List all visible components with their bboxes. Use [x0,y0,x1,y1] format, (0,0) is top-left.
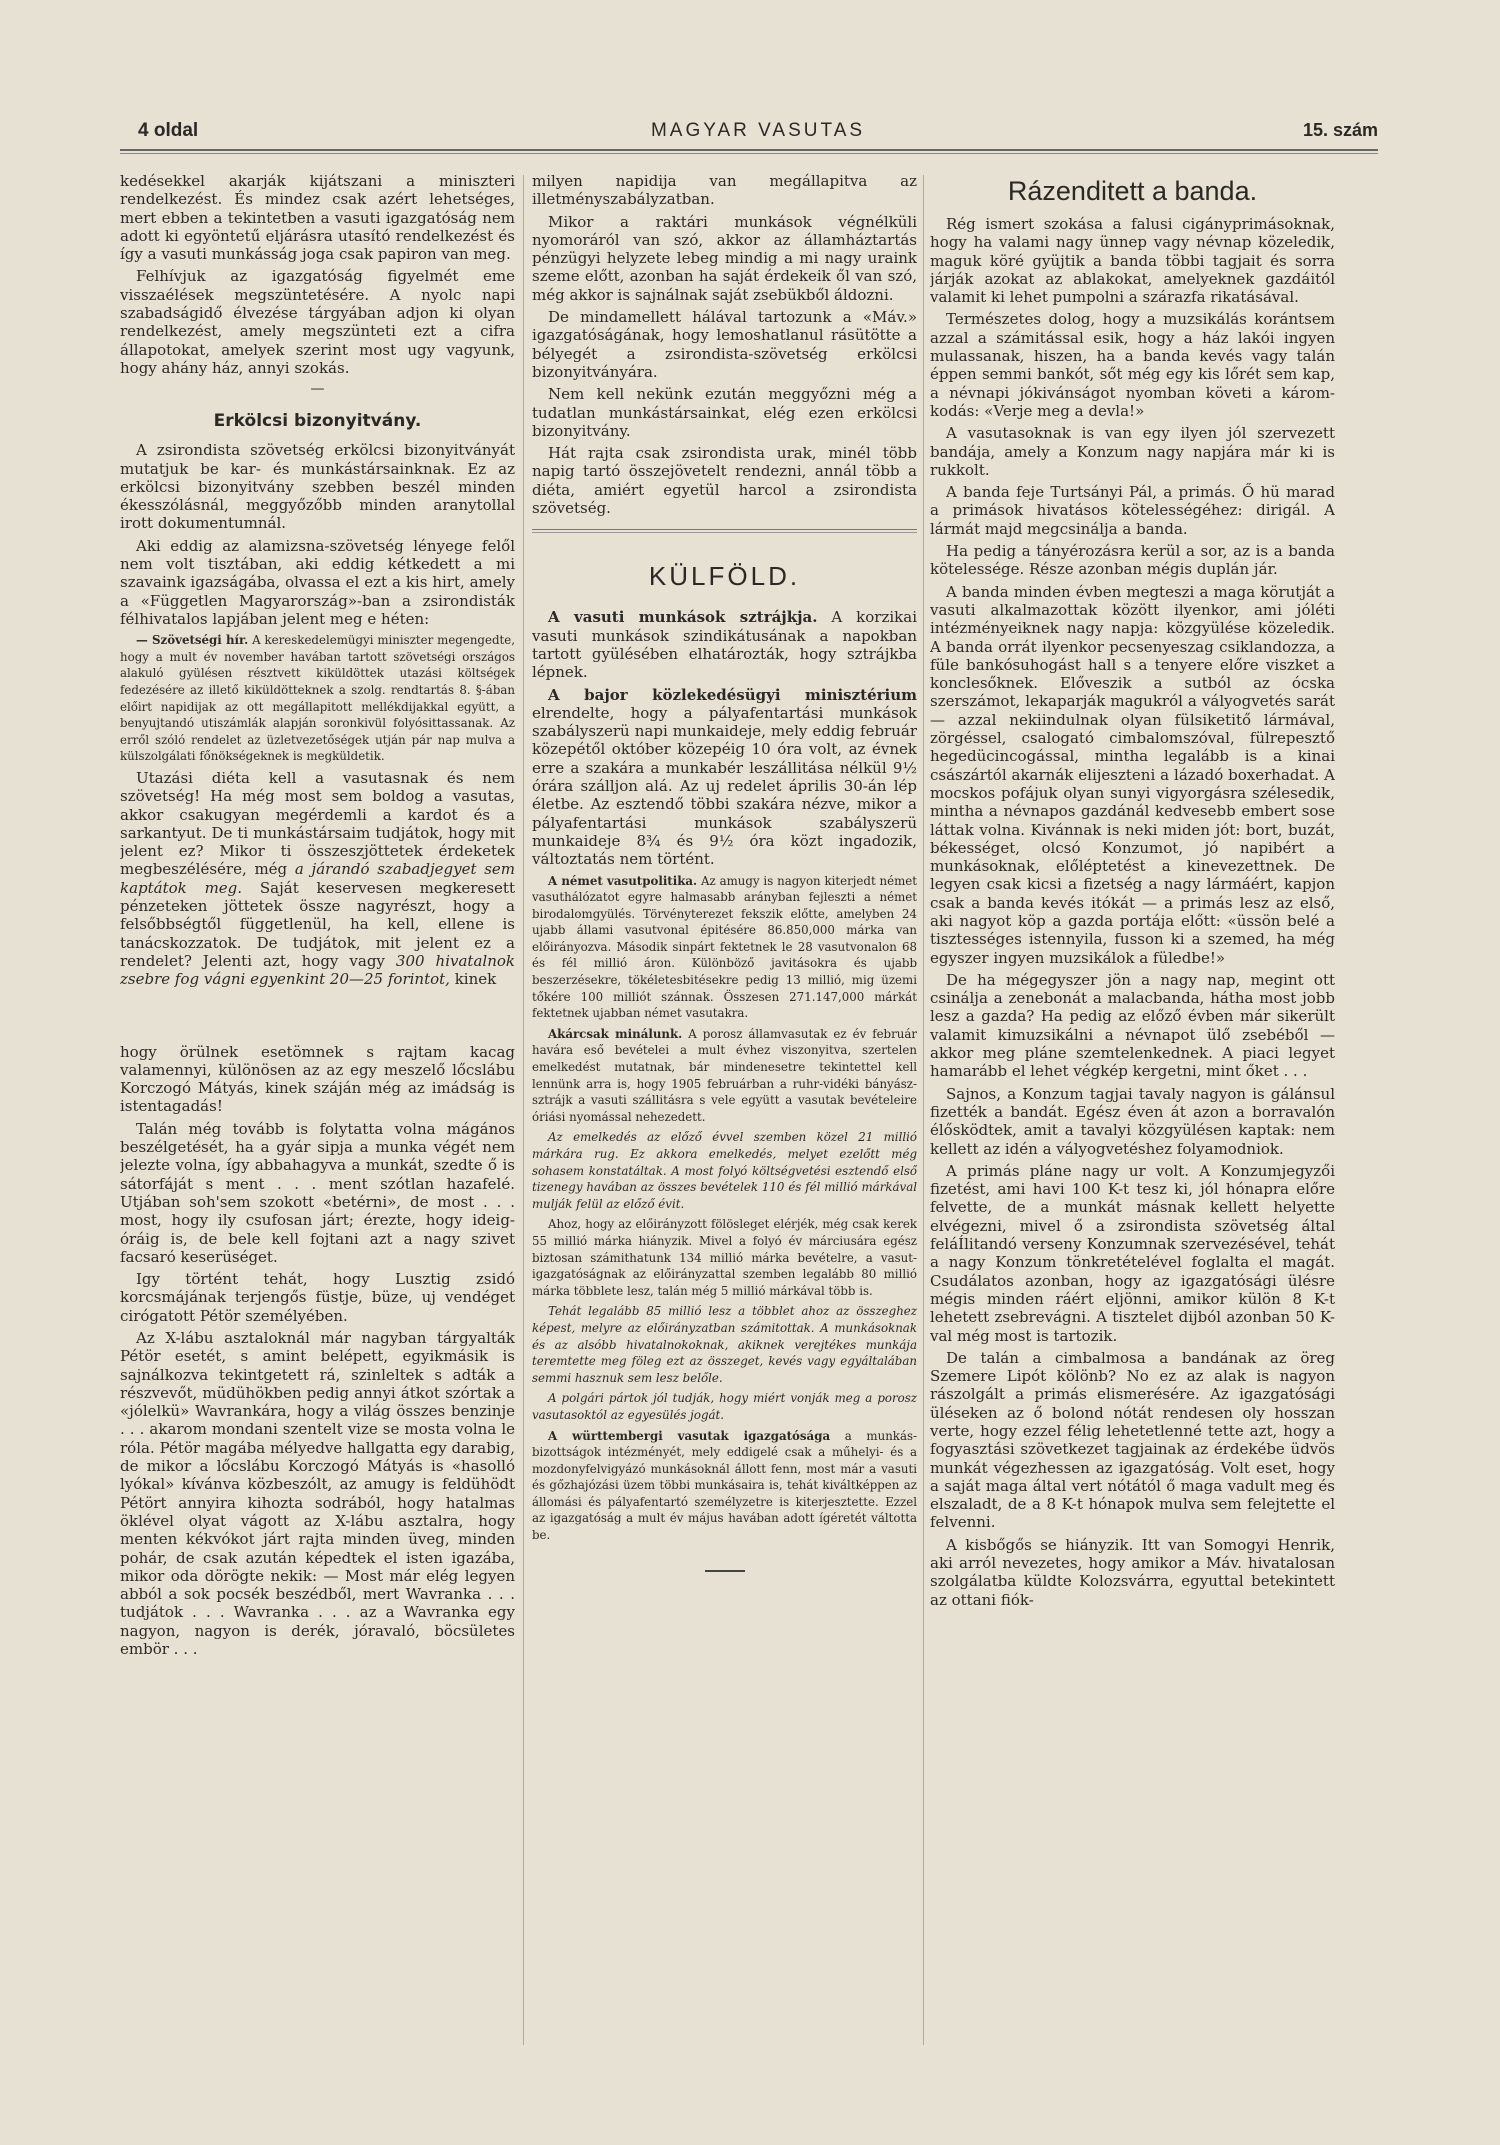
header-rule [120,149,1378,154]
small-paragraph [532,1390,917,1423]
quoted-news-text: A kereskedelemügyi miniszter megengedte, hogy a mult év november havában tartott szövetségi országos alakuló gyülésen résztvett kiküldöttek utazási költségek fedezésére az illető kiküldötteknek a szolg. rendtartás 8. §-ában előirt napidijak az ott megállapitott mellékdijakkal együtt, a benyujtandó utiszámlák alapján soronkivül folyósittassanak. Az erről szóló rendelet az üzletvezetőségek utján pár nap mulva a külszolgálati főnökségeknek is megküldetik. [120,633,515,764]
paragraph: Ha pedig a tányérozásra kerül a sor, az is a banda kötelessége. Része azonban mégis duplán jár. [930,542,1335,579]
text-run: elrendelte, hogy a pályafentartási munkások szabályszerü napi munkaideje, mely eddig február közepétől október közepéig 10 óra volt, az évnek erre a szakára a munkabér leszállitása nélkül 9½ órára szálljon alá. Az uj redelet április 30-án lép életbe. Az esztendő többi szakára nézve, mikor a pályafentartási munkások szabályszerü munkaideje 8¾ és 9½ óra közt ingadozik, változtatás nem történt. [532,703,917,869]
text-run: A porosz államvasutak ez év február havára eső bevételei a mult évhez viszonyitva, szertelen emelkedést mutatnak, bár mindenesetre tekintettel kell lennünk arra is, hogy 1905 februárban a ruhr-vidéki bányász-sztrájk a vasuti szállitásra s vele együtt a vasutak bevételeire óriási nyomással nehezedett. [532,1026,917,1124]
paragraph: Igy történt tehát, hogy Lusztig zsidó korcsmájának terjengős füstje, büze, uj vendéget cirógatott Pétör személyében. [120,1270,515,1325]
paragraph: hogy örülnek esetömnek s rajtam kacag valamennyi, különösen az az egy meszelő lőcslábu Korczogó Mátyás, kinek száján még az imádság is istentagadás! [120,1042,515,1116]
issue-number: 15. szám [1302,120,1378,140]
paragraph [532,608,917,681]
paragraph: Az X-lábu asztaloknál már nagyban tárgyalták Pétör esetét, s amint belépett, egyikmásik is sajnálkozva tekintgetett rá, szinleltek s adták a részvevőt, müdühökben pedig annyi átkot szórtak a «jólelkü» Wavrankára, hogy a világ összes benzinje . . . akarom mondani szentelt vize se mosta volna le róla. Pétör magába mélyedve hallgatta egy darabig, de mikor a lőcslábu Korczogó Mátyás is «hasolló lyókal» kívánva közbeszólt, az amugy is feldühödt Pétört annyira kihozta sodrából, hogy hatalmas öklével olyat vágott az X-lábu asztalra, hogy menten kékvókot járt rajta minden üveg, minden pohár, de csak azután képedtek el isten igazába, mikor oda dörögte nekik: — Most már elég legyen abból a sok pocsék beszédből, mert Wavranka . . . tudjátok . . . Wavranka . . . az a Wavranka egy nagyon, nagyon is derék, jóravaló, böcsületes embör . . . [120,1329,515,1659]
text-run: Tehát legalább 85 millió lesz a többlet ahoz az összeghez képest, melyre az előirányzatban számitottak. A munkásoknak és az alsóbb hivatalnokoknak, akiknek verejtékes munkája teremtette meg föleg ezt az összeget, kevés vagy egyáltalában semmi hasznuk sem lesz belőle. [532,1304,917,1385]
article-title: Rázenditett a banda. [1007,176,1258,206]
paragraph: De mindamellett hálával tartozunk a «Máv.» igazgatóságának, hogy lemoshatlanul rásütötte a bélyegét a zsirondista-szövetség erkölcsi bizonyitványára. [532,308,917,381]
text-run: Utazási diéta kell a vasutasnak és nem szövetség! Ha még most sem boldog a vasutas, akkor csakugyan megérdemli a kardot és a sarkantyut. De ti munkástársaim tudjátok, hogy mit jelent ez? Mikor ti összeszjöttetek érdeketek megbeszélésére, még [120,768,515,879]
paragraph: Mikor a raktári munkások végnélküli nyomoráról van szó, akkor az államháztartás pénzügyi helyzete lebeg mindig a mi nagy uraink szeme előtt, azonban ha saját érdekeik ől van szó, még akkor is sajnálnak saját zsebükből áldozni. [532,212,917,304]
item-lead: A württembergi vasutak igazgatósága [548,1428,831,1443]
small-paragraph [532,1428,917,1544]
paragraph [532,686,917,869]
separator-rule [532,529,917,530]
separator: — [310,381,325,398]
emphasis: a járandó szabadjegyet sem kaptátok meg. [120,860,515,897]
small-paragraph [532,1129,917,1212]
small-paragraph [532,873,917,1022]
newspaper-title: MAGYAR VASUTAS [650,120,866,141]
paragraph: Nem kell nekünk ezután meggyőzni még a tudatlan munkástársainkat, elég ezen erkölcsi bizonyitvány. [532,385,917,440]
text-run: A polgári pártok jól tudják, hogy miért vonják meg a porosz vasutasoktól az egyesülés jogát. [532,1391,917,1422]
paragraph: De talán a cimbalmosa a bandának az öreg Szemere Lipót kölönb? No ez az alak is nagyon rászolgált a primás elismerésére. Az igazgatósági üléseken az ő bolond nótát rendesen oly hosszan verte, hogy ezzel félig lehetetlenné tette azt, hogy a fogyasztási szövetkezet tagjainak az érdekébe üdvös munkát végezhessen az igazgatóság. Volt eset, hogy a saját maga által vert nótától ő maga vadult meg és elszaladt, de a 8 K-t hónapok mulva sem felejtette el felvenni. [930,1348,1335,1532]
small-paragraph [532,1303,917,1386]
column-divider [523,175,524,2045]
section-heading: KÜLFÖLD. [648,561,801,592]
column-left [120,172,515,2077]
item-lead: Akárcsak minálunk. [548,1026,683,1041]
paragraph: A zsirondista szövetség erkölcsi bizonyitványát mutatjuk be kar- és munkástársainknak. Ez az erkölcsi bizonyitvány szebben beszél minden ékesszólásnál, meggyőzőbb minden aranytollal irott dokumentumnál. [120,441,515,533]
quoted-news [120,632,515,765]
small-paragraph: Ahoz, hogy az előirányzott fölösleget elérjék, még csak kerek 55 millió márka hiányzik. Mivel a folyó év márciusára egész biztosan számithatunk 134 millió márka bevételre, a vasut-igazgatóságnak az előirányzattal szemben legalább 80 millió márka többlete lesz, talán még 5 millió márkával több is. [532,1217,917,1298]
small-paragraph [532,1026,917,1126]
column-divider [923,175,924,2045]
text-run: kinek [454,970,497,989]
item-lead: A bajor közlekedésügyi minisztérium [548,685,917,704]
emphasis: 300 hivatalnok zsebre fog vágni egyenkint 20—25 forintot, [120,951,515,989]
paragraph: A banda feje Turtsányi Pál, a primás. Ő hü marad a primások hivatásos kötelességéhez: dirigál. A lármát majd megcsinálja a banda. [930,483,1335,538]
paragraph: Aki eddig az alamizsna-szövetség lényege felől nem volt tisztában, aki eddig kétkedett a mi szavaink igazságába, olvassa el ezt a kis hirt, amely a «Független Magyarország»-ban a zsirondisták félhivatalos lapjában jelent meg e héten: [120,536,515,628]
separator-rule [532,532,917,533]
paragraph: Sajnos, a Konzum tagjai tavaly nagyon is gálánsul fizették a bandát. Egész éven át azon a borravalón élősködtek, amit a tavalyi közgyülésen kaptak: nem kellett az idén a vályogvetéshez folyamodniok. [930,1084,1335,1158]
paragraph [120,769,515,989]
paragraph: milyen napidija van megállapitva az illetményszabályzatban. [532,172,917,209]
paragraph: A banda minden évben megteszi a maga körutját a vasuti alkalmazottak között ilyenkor, ami jóléti intézményeiknek nagy napja: közgyülése közeledik. A banda orrát ilyenkor pecsenyeszag csiklandozza, a füle bankósuhogást hall s a tenyere előre viszket a konclesőknek. Előveszik a sutból az ócska szerszámot, lekaparják magukról a vályogvetés sarát — azzal nekiindulnak olyan fülsiketitő lármával, zörgéssel, csalogató cimbalomszóval, fülrepesztő hegedücincogással, mintha legalább is a kinai császártól akarnák elijeszteni a lázadó boxerhadat. A mocskos pofájuk olyan sunyi vigyorgásra szélesedik, mintha a névnapos gazdánál kedvesebb embert sose láttak volna. Kivánnak is neki miden jót: bort, buzát, békességet, olcsó Konzumot, jó napibért a munkásoknak, előléptetést a kinevezettnek. De legyen csak kicsi a fizetség a nagy lármáért, kapjon csak a banda kevés itókát — a primás lesz az első, aki nagyot köp a gazda portája előtt: «üssön belé a tisztességes istennyila, fusson ki a szemed, ha még egyszer ingyen muzsikálok a füledbe!» [930,582,1335,967]
text-run: a munkás-bizottságok intézményét, mely eddigelé csak a műhelyi- és a mozdonyfelvigyázó munkásoknál állott fenn, most már a vasuti és gőzhajózási üzem többi munkásaira is, tehát kiváltképpen az állomási és pályafentartó személyzetre is kiterjesztette. Ezzel az igazgatóság a mult év május havában adott ígéretét váltotta be. [532,1428,917,1543]
item-lead: A német vasutpolitika. [548,873,698,888]
paragraph: kedésekkel akarják kijátszani a miniszteri rendelkezést. És mindez csak azért lehetséges, mert ebben a tekintetben a vasuti igazgatóság nem adott ki egyöntetű eljárásra utasító rendelkezést és így a vasuti munkásság joga csak papiron van meg. [120,172,515,264]
page-number: 4 oldal [138,120,199,141]
article-heading: Erkölcsi bizonyitvány. [213,411,422,432]
page-header [138,120,1378,146]
text-run: Saját keservesen megkeresett pénzeteken jöttetek össze nagyrészt, hogy a felsőbbségtől függetlenül, ha kell, ellene is tanácskozzatok. De tudjátok, mit jelent ez a rendelet? Jelenti azt, hogy vagy [120,878,515,970]
paragraph: Rég ismert szokása a falusi cigányprimásoknak, hogy ha valami nagy ünnep vagy névnap közeledik, maguk köré gyüjtik a banda többi tagjait és sorra járják azokat az ablakokat, amelyeknek gazdáitól valamit ki lehet pumpolni a szárazfa rikatásával. [930,215,1335,307]
paragraph: Talán még tovább is folytatta volna mágános beszélgetését, ha a gyár sipja a munka végét nem jelezte volna, így abbahagyva a munkát, szedte ő is sátorfáját s ment . . . ment szótlan hazafelé. Utjában soh'sem szokott «betérni», de most . . . most, hogy ily csufosan járt; érezte, hogy ideig-óráig is, de bele kell fojtani azt a nagy szivet facsaró keserüséget. [120,1119,515,1266]
paragraph: De ha mégegyszer jön a nagy nap, megint ott csinálja a zenebonát a malacbanda, hátha most jobb lesz a gazda? Ha pedig az előző évben már sikerült valamit kimuzsikálni a névnapot ülő zsebéből — akkor meg pláne szemtelenkednek. A piaci legyet hamarább el lehet végkép kergetni, mint őket . . . [930,970,1335,1081]
paragraph: Felhívjuk az igazgatóság figyelmét eme visszaélések megszüntetésére. A nyolc napi szabadságidő élvezése tárgyában adjon ki olyan rendelkezést, amely megszünteti ezt a cifra állapotokat, amelyek szerint most ugy vagyunk, hogy ahány ház, annyi szokás. [120,267,515,377]
text-run: Az emelkedés az előző évvel szemben közel 21 millió márkára rug. Ez akkora emelkedés, melyet ezelőtt még sohasem konstatáltak. A most folyó költségvetési esztendő első tizenegy havában az összes bevételek 110 és fél millió márkával mulják felül az előző évit. [532,1130,917,1211]
spacer [120,993,515,1043]
paragraph: Természetes dolog, hogy a muzsikálás korántsem azzal a számitással esik, hogy a ház lakói ingyen mulassanak, hiszen, ha a banda kevés vagy talán éppen semmi bankót, sőt még egy kis lőrét sem kap, a névnapi jókivánságot nyomban követi a károm-kodás: «Verje meg a devla!» [930,310,1335,420]
paragraph: A primás pláne nagy ur volt. A Konzumjegyzői fizetést, ami havi 100 K-t tesz ki, jól hónapra előre felvette, de a munkát másnak kellett helyette elvégezni, mivel ő a zsirondista szövetség által feláÍlitandó verseny Konzumnak szervezésével, tehát a nagy Konzum tönkretételével foglalta el magát. Csudálatos azonban, hogy az igazgatósági ülésre mégis minden ráért eljönni, amikor külön 8 K-t lehetett zsebrevágni. A tisztelet dijból azonban 50 K-val még most is tartozik. [930,1161,1335,1345]
text-run: Az amugy is nagyon kiterjedt német vasuthálózatot egyre halmasabb arányban fejleszti a német birodalomgyülés. Törvényterezet fekszik előtte, amelyben 24 ujabb állami vasutvonal épitésére 86.850,000 márka van előirányozva. Második sinpárt fektetnek le 28 vasutvonalon 68 és fél millió áron. Különböző javitásokra és ujabb beszerzésekre, tökéletesbitésekre pedig 13 millió, mig üzemi tőkére 100 milliót szánnak. Összesen 271.147,000 márkát fektetnek ujabban német vasutakra. [532,873,917,1021]
paragraph: Hát rajta csak zsirondista urak, minél több napig tartó összejövetelt rendezni, annál több a diéta, amiért egyetül harcol a zsirondista szövetség. [532,444,917,518]
text-run: A korzikai vasuti munkások szindikátusának a napokban tartott gyülésében elhatározták, hogy sztrájkba lépnek. [532,608,917,682]
item-lead: A vasuti munkások sztrájkja. [548,608,818,627]
paragraph: A vasutasoknak is van egy ilyen jól szervezett bandája, amely a Konzum nagy napjára már ki is rukkolt. [930,424,1335,479]
paragraph: A kisbőgős se hiányzik. Itt van Somogyi Henrik, aki arról nevezetes, hogy amikor a Máv. hivatalosan szolgálatba küldte Kolozsvárra, egyuttal betekintett az ottani fiók- [930,1535,1335,1609]
column-middle [532,172,917,2077]
quoted-news-lead: — Szövetségi hír. [136,633,249,648]
end-rule [705,1570,745,1572]
column-right [930,172,1335,2077]
